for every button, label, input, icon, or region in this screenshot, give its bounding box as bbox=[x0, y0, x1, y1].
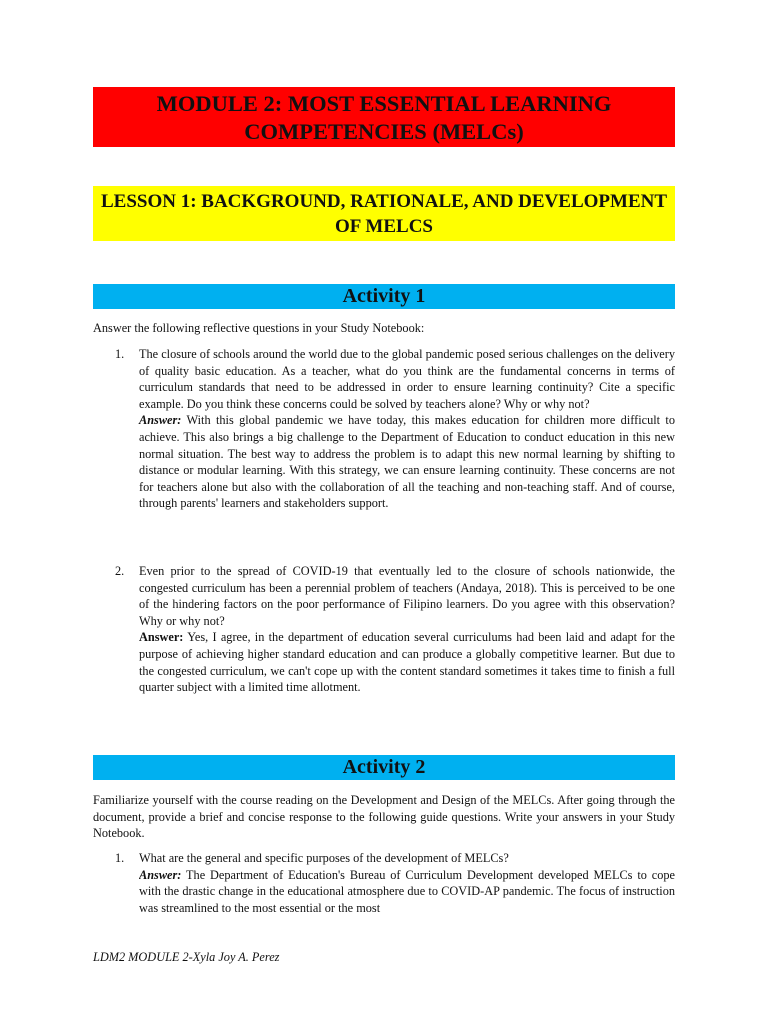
activity-1-instructions: Answer the following reflective questions in your Study Notebook: bbox=[93, 321, 425, 335]
activity-2-heading: Activity 2 bbox=[93, 755, 675, 780]
module-title: MODULE 2: MOST ESSENTIAL LEARNING COMPETENCIES (MELCs) bbox=[93, 87, 675, 147]
item-number: 2. bbox=[115, 564, 125, 578]
question-text: Even prior to the spread of COVID-19 that eventually led to the closure of schools nationwide, the congested curriculum has been a perennial problem of teachers (Andaya, 2018). This is perceived to be one of the hindering factors on the poor performance of Filipino learners. Do you agree with this observation? Why or why not? bbox=[139, 564, 675, 628]
answer-text: The Department of Education's Bureau of Curriculum Development developed MELCs to cope with the drastic change in the educational atmosphere due to COVID-AP pandemic. The focus of instruction was streamlined to the most essential or the most bbox=[139, 867, 675, 915]
question-text: What are the general and specific purposes of the development of MELCs? bbox=[139, 851, 509, 865]
answer-text: Yes, I agree, in the department of education several curriculums had been laid and adapt for the purpose of achieving higher standard education and can produce a globally competitive learner. But due to the congested curriculum, we can't cope up with the content standard sometimes it takes time to finish a full quarter subject with a limited time allotment. bbox=[139, 630, 676, 695]
answer-label: Answer: bbox=[139, 630, 184, 645]
question-text: The closure of schools around the world due to the global pandemic posed serious challenges on the delivery of quality basic education. As a teacher, what do you think are the fundamental concerns in terms of curriculum standards that need to be addressed in order to ensure learning continuity? Cite a specific example. Do you think these concerns could be solved by teachers alone? Why or why not? bbox=[139, 347, 675, 411]
answer-label: Answer: bbox=[139, 867, 182, 882]
item-number: 1. bbox=[115, 851, 125, 865]
page-footer: LDM2 MODULE 2-Xyla Joy A. Perez bbox=[93, 950, 280, 964]
answer-label: Answer: bbox=[139, 413, 182, 428]
item-body bbox=[139, 563, 675, 696]
lesson-title: LESSON 1: BACKGROUND, RATIONALE, AND DEVELOPMENT OF MELCS bbox=[93, 186, 675, 241]
item-number: 1. bbox=[115, 347, 125, 361]
item-body bbox=[139, 850, 675, 916]
answer-text: With this global pandemic we have today, this makes education for children more difficult to achieve. This also brings a big challenge to the Department of Education to conduct education in this new normal situation. The best way to address the problem is to adapt this new normal learning by shifting to distance or modular learning. With this strategy, we can ensure learning continuity. These concerns are not for teachers alone but also with the collaboration of all the teaching and non-teaching staff. And of course, through parents' learners and stakeholders support. bbox=[139, 413, 675, 511]
item-body bbox=[139, 346, 675, 512]
activity-2-instructions: Familiarize yourself with the course reading on the Development and Design of the MELCs. After going through the document, provide a brief and concise response to the following guide questions. Write your answers in your Study Notebook. bbox=[93, 793, 675, 841]
activity-1-heading: Activity 1 bbox=[93, 284, 675, 309]
